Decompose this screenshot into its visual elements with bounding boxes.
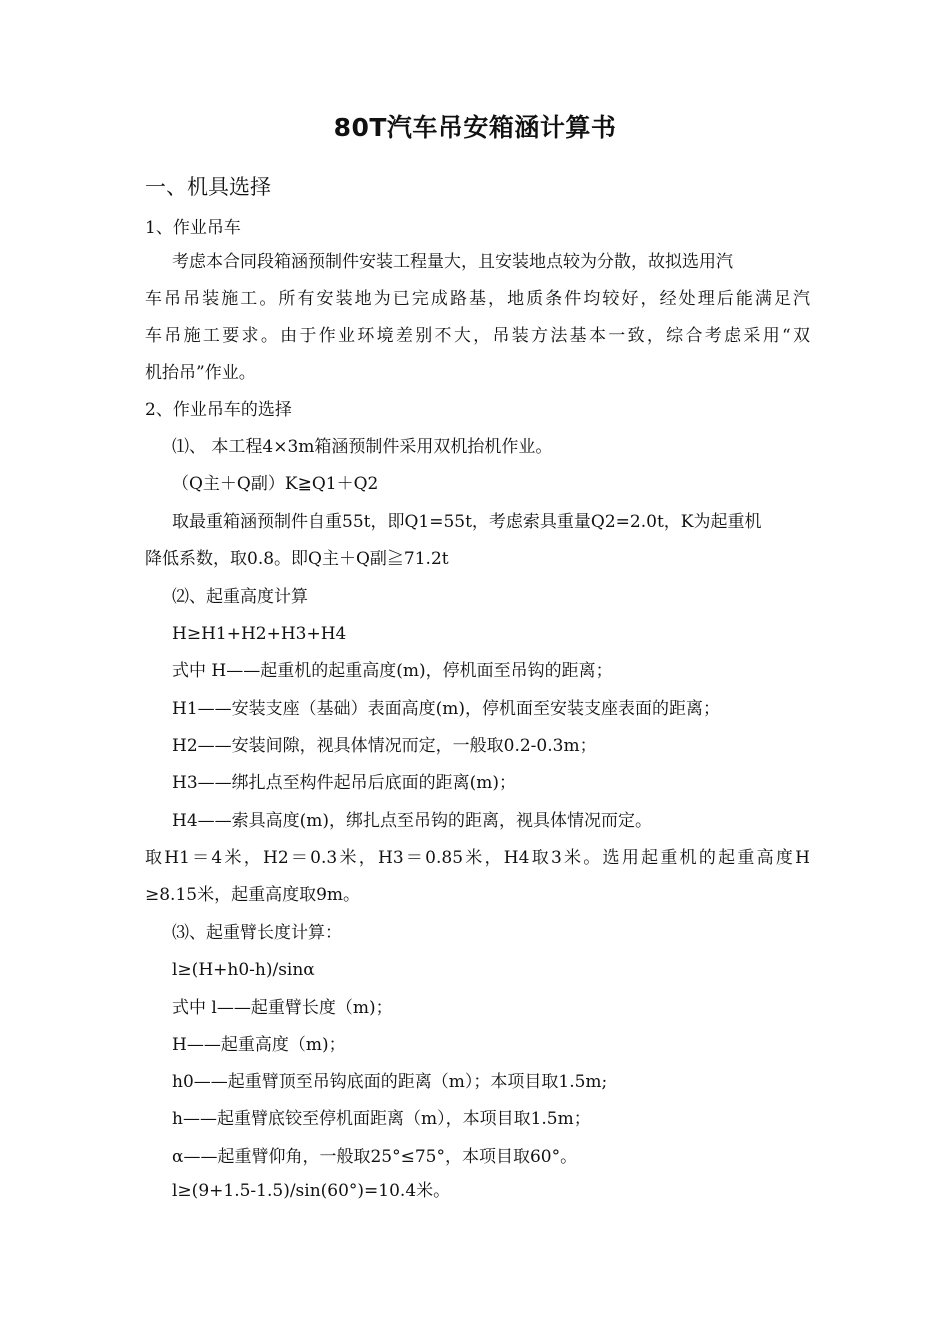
definition-line: H1——安装支座（基础）表面高度(m)，停机面至安装支座表面的距离； xyxy=(172,699,721,719)
paragraph-line: 取H1＝4米，H2＝0.3米，H3＝0.85米，H4取3米。选用起重机的起重高度H xyxy=(145,848,810,868)
page-title: 80T汽车吊安箱涵计算书 xyxy=(333,113,617,142)
paragraph-line: ⑴、 本工程4×3m箱涵预制件采用双机抬机作业。 xyxy=(172,437,553,457)
subheading-boom-length: ⑶、起重臂长度计算： xyxy=(172,923,342,943)
subheading-lift-height: ⑵、起重高度计算 xyxy=(172,587,308,607)
formula-line: H≥H1+H2+H3+H4 xyxy=(172,624,347,644)
paragraph-line: 降低系数，取0.8。即Q主＋Q副≧71.2t xyxy=(145,549,449,569)
paragraph-line: 车吊施工要求。由于作业环境差别不大，吊装方法基本一致，综合考虑采用“双 xyxy=(145,326,810,346)
formula-result-line: l≥(9+1.5-1.5)/sin(60°)=10.4米。 xyxy=(172,1181,451,1201)
paragraph-line: ≥8.15米，起重高度取9m。 xyxy=(145,885,361,905)
subheading-crane-selection: 2、作业吊车的选择 xyxy=(145,400,292,420)
definition-line: H4——索具高度(m)，绑扎点至吊钩的距离，视具体情况而定。 xyxy=(172,811,653,831)
definition-line: H——起重高度（m)； xyxy=(172,1035,346,1055)
paragraph-line: 车吊吊装施工。所有安装地为已完成路基，地质条件均较好，经处理后能满足汽 xyxy=(145,289,810,309)
definition-line: h0——起重臂顶至吊钩底面的距离（m）；本项目取1.5m; xyxy=(172,1072,608,1092)
subheading-crane: 1、作业吊车 xyxy=(145,218,241,238)
definition-line: h——起重臂底铰至停机面距离（m），本项目取1.5m； xyxy=(172,1109,591,1129)
paragraph-line: 考虑本合同段箱涵预制件安装工程量大，且安装地点较为分散，故拟选用汽 xyxy=(172,252,733,272)
section-heading: 一、机具选择 xyxy=(145,175,271,199)
definition-line: 式中 H——起重机的起重高度(m)，停机面至吊钩的距离； xyxy=(172,661,613,681)
definition-line: H2——安装间隙，视具体情况而定，一般取0.2-0.3m； xyxy=(172,736,597,756)
paragraph-line: 机抬吊”作业。 xyxy=(145,363,256,383)
paragraph-line: 取最重箱涵预制件自重55t，即Q1=55t，考虑索具重量Q2=2.0t，K为起重机 xyxy=(172,512,762,532)
definition-line: α——起重臂仰角，一般取25°≤75°，本项目取60°。 xyxy=(172,1147,578,1167)
definition-line: H3——绑扎点至构件起吊后底面的距离(m)； xyxy=(172,773,517,793)
formula-line: l≥(H+h0-h)/sinα xyxy=(172,960,315,980)
formula-line: （Q主＋Q副）K≧Q1＋Q2 xyxy=(172,474,379,494)
definition-line: 式中 l——起重臂长度（m)； xyxy=(172,998,393,1018)
